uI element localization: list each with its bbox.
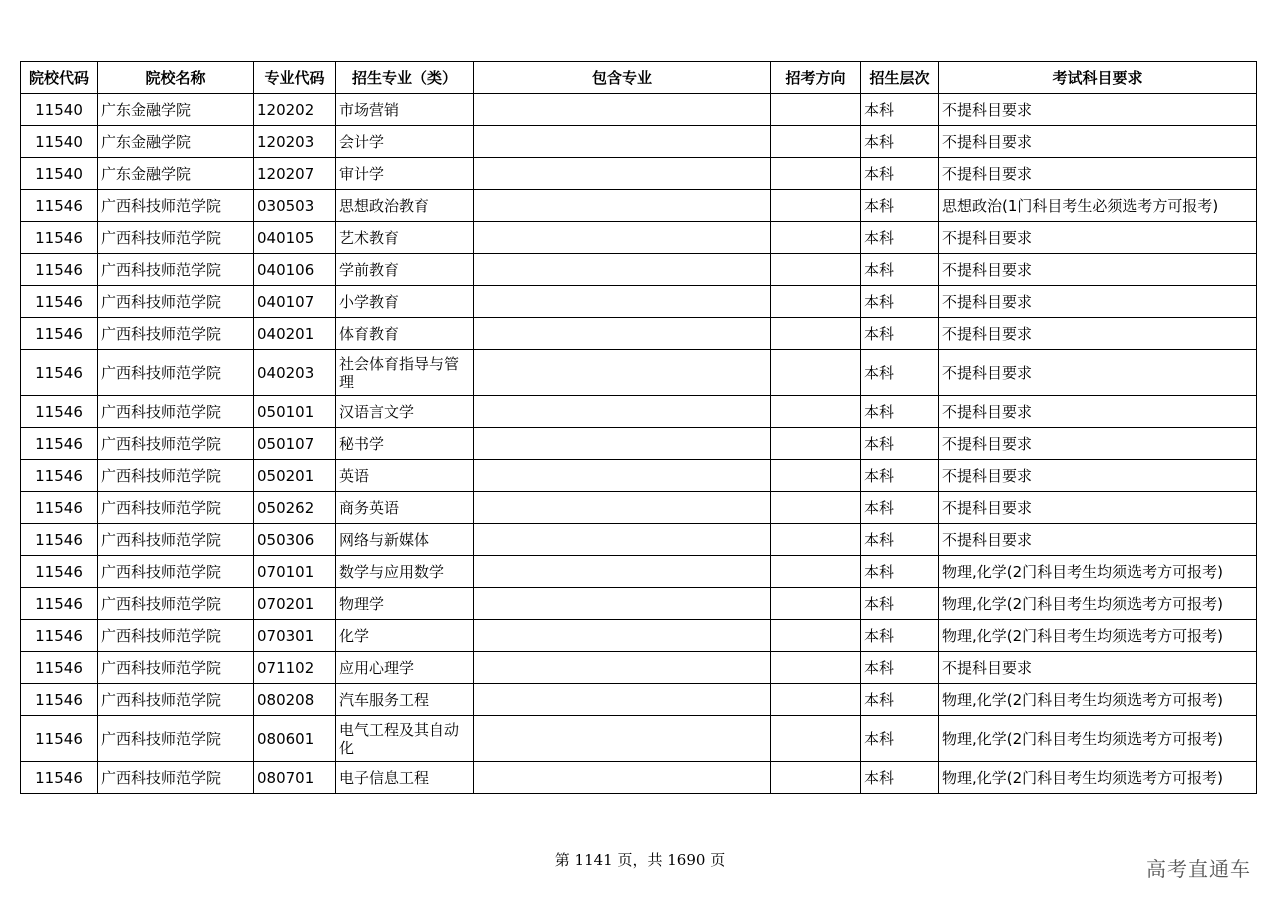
cell-level: 本科 (861, 428, 939, 460)
cell-direction (771, 126, 861, 158)
cell-level: 本科 (861, 762, 939, 794)
table-row (21, 492, 1257, 524)
cell-school-name: 广西科技师范学院 (98, 524, 254, 556)
cell-school-code: 11540 (21, 94, 98, 126)
cell-major-name: 思想政治教育 (336, 190, 474, 222)
table-row (21, 716, 1257, 762)
cell-direction (771, 396, 861, 428)
cell-included-majors (474, 254, 771, 286)
cell-level: 本科 (861, 460, 939, 492)
cell-direction (771, 524, 861, 556)
cell-subject-requirement: 物理,化学(2门科目考生均须选考方可报考) (939, 762, 1257, 794)
cell-major-name: 小学教育 (336, 286, 474, 318)
cell-subject-requirement: 不提科目要求 (939, 222, 1257, 254)
cell-major-name: 艺术教育 (336, 222, 474, 254)
cell-major-name: 商务英语 (336, 492, 474, 524)
cell-school-code: 11546 (21, 396, 98, 428)
cell-school-name: 广西科技师范学院 (98, 492, 254, 524)
cell-included-majors (474, 652, 771, 684)
cell-direction (771, 556, 861, 588)
cell-major-name: 秘书学 (336, 428, 474, 460)
table-row (21, 588, 1257, 620)
cell-included-majors (474, 158, 771, 190)
cell-subject-requirement: 不提科目要求 (939, 524, 1257, 556)
cell-level: 本科 (861, 684, 939, 716)
cell-subject-requirement: 不提科目要求 (939, 126, 1257, 158)
cell-school-name: 广东金融学院 (98, 158, 254, 190)
cell-included-majors (474, 190, 771, 222)
cell-direction (771, 190, 861, 222)
cell-direction (771, 158, 861, 190)
watermark-text: 高考直通车 (1146, 857, 1251, 881)
cell-school-code: 11546 (21, 286, 98, 318)
table-row (21, 396, 1257, 428)
header-direction: 招考方向 (771, 62, 861, 94)
cell-school-name: 广西科技师范学院 (98, 588, 254, 620)
cell-major-name: 体育教育 (336, 318, 474, 350)
cell-subject-requirement: 不提科目要求 (939, 254, 1257, 286)
cell-included-majors (474, 94, 771, 126)
table-header-row (21, 62, 1257, 94)
cell-subject-requirement: 不提科目要求 (939, 652, 1257, 684)
cell-major-code: 050306 (254, 524, 336, 556)
cell-school-name: 广东金融学院 (98, 94, 254, 126)
cell-included-majors (474, 460, 771, 492)
cell-school-code: 11546 (21, 684, 98, 716)
table-row (21, 460, 1257, 492)
cell-level: 本科 (861, 396, 939, 428)
cell-major-name: 审计学 (336, 158, 474, 190)
cell-school-name: 广西科技师范学院 (98, 652, 254, 684)
cell-school-name: 广西科技师范学院 (98, 460, 254, 492)
table-row (21, 94, 1257, 126)
cell-subject-requirement: 物理,化学(2门科目考生均须选考方可报考) (939, 716, 1257, 762)
cell-direction (771, 588, 861, 620)
cell-level: 本科 (861, 190, 939, 222)
cell-major-code: 080208 (254, 684, 336, 716)
cell-major-name: 电子信息工程 (336, 762, 474, 794)
cell-subject-requirement: 思想政治(1门科目考生必须选考方可报考) (939, 190, 1257, 222)
cell-direction (771, 762, 861, 794)
cell-direction (771, 652, 861, 684)
cell-major-code: 120203 (254, 126, 336, 158)
cell-level: 本科 (861, 222, 939, 254)
cell-school-code: 11546 (21, 524, 98, 556)
cell-major-name: 汉语言文学 (336, 396, 474, 428)
table-body (21, 94, 1257, 794)
cell-direction (771, 94, 861, 126)
cell-subject-requirement: 不提科目要求 (939, 460, 1257, 492)
cell-major-name: 网络与新媒体 (336, 524, 474, 556)
cell-included-majors (474, 620, 771, 652)
cell-school-code: 11546 (21, 222, 98, 254)
cell-subject-requirement: 物理,化学(2门科目考生均须选考方可报考) (939, 588, 1257, 620)
header-school-name: 院校名称 (98, 62, 254, 94)
cell-direction (771, 428, 861, 460)
table-row (21, 428, 1257, 460)
cell-included-majors (474, 492, 771, 524)
cell-level: 本科 (861, 158, 939, 190)
header-school-code: 院校代码 (21, 62, 98, 94)
cell-school-name: 广西科技师范学院 (98, 428, 254, 460)
cell-subject-requirement: 不提科目要求 (939, 492, 1257, 524)
cell-major-code: 040106 (254, 254, 336, 286)
cell-included-majors (474, 396, 771, 428)
cell-major-code: 070301 (254, 620, 336, 652)
header-included-majors: 包含专业 (474, 62, 771, 94)
table-row (21, 126, 1257, 158)
admission-table (20, 61, 1257, 794)
cell-direction (771, 684, 861, 716)
cell-school-name: 广西科技师范学院 (98, 716, 254, 762)
cell-major-code: 050101 (254, 396, 336, 428)
table-row (21, 350, 1257, 396)
cell-school-name: 广东金融学院 (98, 126, 254, 158)
table-row (21, 556, 1257, 588)
cell-school-name: 广西科技师范学院 (98, 556, 254, 588)
cell-major-code: 070101 (254, 556, 336, 588)
cell-subject-requirement: 不提科目要求 (939, 158, 1257, 190)
cell-school-code: 11540 (21, 158, 98, 190)
cell-school-code: 11546 (21, 588, 98, 620)
cell-level: 本科 (861, 588, 939, 620)
table-row (21, 620, 1257, 652)
cell-direction (771, 254, 861, 286)
cell-subject-requirement: 不提科目要求 (939, 396, 1257, 428)
table-row (21, 652, 1257, 684)
cell-school-name: 广西科技师范学院 (98, 254, 254, 286)
cell-included-majors (474, 428, 771, 460)
cell-major-code: 050107 (254, 428, 336, 460)
cell-subject-requirement: 不提科目要求 (939, 318, 1257, 350)
cell-level: 本科 (861, 716, 939, 762)
cell-school-name: 广西科技师范学院 (98, 684, 254, 716)
table-row (21, 254, 1257, 286)
cell-level: 本科 (861, 350, 939, 396)
cell-subject-requirement: 物理,化学(2门科目考生均须选考方可报考) (939, 556, 1257, 588)
page-number: 第 1141 页，共 1690 页 (554, 851, 726, 869)
cell-school-code: 11546 (21, 350, 98, 396)
cell-major-code: 040201 (254, 318, 336, 350)
cell-school-code: 11546 (21, 620, 98, 652)
cell-major-name: 化学 (336, 620, 474, 652)
header-major-code: 专业代码 (254, 62, 336, 94)
cell-major-code: 071102 (254, 652, 336, 684)
cell-direction (771, 460, 861, 492)
cell-major-code: 050201 (254, 460, 336, 492)
cell-level: 本科 (861, 126, 939, 158)
cell-direction (771, 716, 861, 762)
cell-school-code: 11546 (21, 762, 98, 794)
cell-major-code: 080701 (254, 762, 336, 794)
cell-school-name: 广西科技师范学院 (98, 762, 254, 794)
cell-major-name: 汽车服务工程 (336, 684, 474, 716)
table-row (21, 762, 1257, 794)
cell-level: 本科 (861, 524, 939, 556)
cell-school-name: 广西科技师范学院 (98, 620, 254, 652)
cell-major-code: 120202 (254, 94, 336, 126)
cell-level: 本科 (861, 492, 939, 524)
cell-included-majors (474, 556, 771, 588)
cell-major-name: 英语 (336, 460, 474, 492)
cell-school-code: 11546 (21, 460, 98, 492)
table-row (21, 190, 1257, 222)
header-level: 招生层次 (861, 62, 939, 94)
cell-major-name: 学前教育 (336, 254, 474, 286)
cell-school-code: 11546 (21, 254, 98, 286)
cell-direction (771, 318, 861, 350)
cell-direction (771, 222, 861, 254)
cell-included-majors (474, 318, 771, 350)
cell-subject-requirement: 物理,化学(2门科目考生均须选考方可报考) (939, 684, 1257, 716)
cell-major-code: 080601 (254, 716, 336, 762)
cell-subject-requirement: 物理,化学(2门科目考生均须选考方可报考) (939, 620, 1257, 652)
cell-major-name: 数学与应用数学 (336, 556, 474, 588)
cell-school-code: 11546 (21, 428, 98, 460)
cell-subject-requirement: 不提科目要求 (939, 94, 1257, 126)
cell-level: 本科 (861, 254, 939, 286)
cell-included-majors (474, 588, 771, 620)
cell-school-code: 11546 (21, 492, 98, 524)
table-row (21, 684, 1257, 716)
cell-major-code: 040107 (254, 286, 336, 318)
cell-school-code: 11546 (21, 652, 98, 684)
cell-school-code: 11540 (21, 126, 98, 158)
cell-school-name: 广西科技师范学院 (98, 222, 254, 254)
cell-major-name: 物理学 (336, 588, 474, 620)
cell-included-majors (474, 286, 771, 318)
cell-school-code: 11546 (21, 556, 98, 588)
cell-major-name: 应用心理学 (336, 652, 474, 684)
table-row (21, 524, 1257, 556)
cell-level: 本科 (861, 318, 939, 350)
cell-school-name: 广西科技师范学院 (98, 396, 254, 428)
table-row (21, 318, 1257, 350)
table-row (21, 222, 1257, 254)
cell-major-code: 070201 (254, 588, 336, 620)
cell-included-majors (474, 524, 771, 556)
cell-major-code: 030503 (254, 190, 336, 222)
cell-level: 本科 (861, 556, 939, 588)
cell-level: 本科 (861, 94, 939, 126)
cell-level: 本科 (861, 286, 939, 318)
cell-included-majors (474, 684, 771, 716)
cell-major-code: 050262 (254, 492, 336, 524)
cell-major-code: 040203 (254, 350, 336, 396)
cell-included-majors (474, 126, 771, 158)
cell-subject-requirement: 不提科目要求 (939, 428, 1257, 460)
cell-major-code: 120207 (254, 158, 336, 190)
header-subject-requirement: 考试科目要求 (939, 62, 1257, 94)
table-row (21, 286, 1257, 318)
cell-included-majors (474, 222, 771, 254)
cell-direction (771, 620, 861, 652)
header-major-name: 招生专业（类） (336, 62, 474, 94)
cell-school-code: 11546 (21, 716, 98, 762)
cell-direction (771, 286, 861, 318)
cell-subject-requirement: 不提科目要求 (939, 350, 1257, 396)
cell-direction (771, 350, 861, 396)
cell-school-name: 广西科技师范学院 (98, 318, 254, 350)
cell-school-name: 广西科技师范学院 (98, 190, 254, 222)
cell-level: 本科 (861, 620, 939, 652)
cell-subject-requirement: 不提科目要求 (939, 286, 1257, 318)
cell-included-majors (474, 350, 771, 396)
cell-major-code: 040105 (254, 222, 336, 254)
cell-major-name: 会计学 (336, 126, 474, 158)
cell-level: 本科 (861, 652, 939, 684)
cell-direction (771, 492, 861, 524)
cell-included-majors (474, 762, 771, 794)
cell-school-name: 广西科技师范学院 (98, 350, 254, 396)
table-row (21, 158, 1257, 190)
cell-major-name: 市场营销 (336, 94, 474, 126)
cell-included-majors (474, 716, 771, 762)
cell-school-code: 11546 (21, 190, 98, 222)
cell-school-code: 11546 (21, 318, 98, 350)
cell-school-name: 广西科技师范学院 (98, 286, 254, 318)
cell-major-name: 电气工程及其自动化 (336, 716, 474, 762)
cell-major-name: 社会体育指导与管理 (336, 350, 474, 396)
